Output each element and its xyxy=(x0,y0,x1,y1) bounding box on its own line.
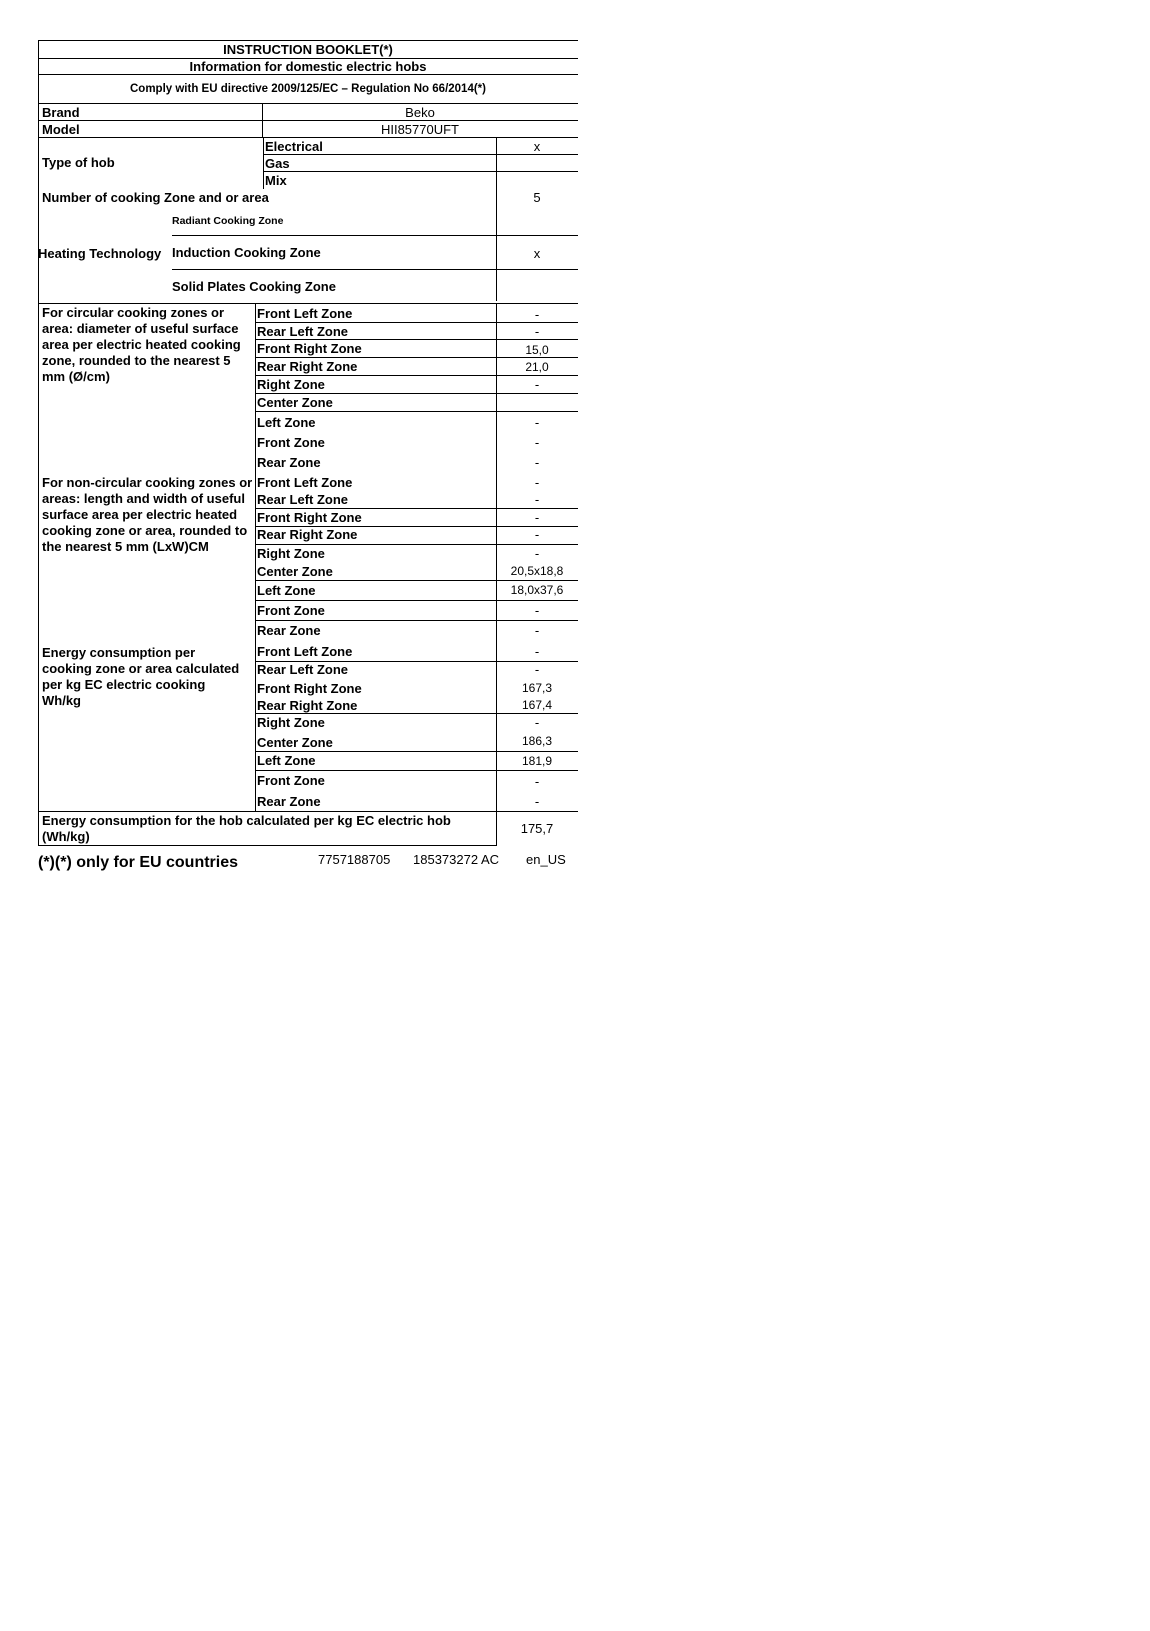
circular-zone-value: - xyxy=(534,435,540,450)
booklet-title: INSTRUCTION BOOKLET(*) xyxy=(223,42,393,57)
circular-zone-value: - xyxy=(534,415,540,430)
noncircular-zone-name: Front Right Zone xyxy=(257,510,362,525)
circular-zone-value: - xyxy=(534,307,540,322)
noncircular-zone-value: - xyxy=(534,623,540,638)
noncircular-zone-value: - xyxy=(534,603,540,618)
energy-zone-name: Front Right Zone xyxy=(257,681,362,696)
solid-plates-zone-label: Solid Plates Cooking Zone xyxy=(172,279,336,294)
circular-zone-name: Front Zone xyxy=(257,435,325,450)
circular-zone-value: 15,0 xyxy=(525,343,549,357)
noncircular-zone-name: Rear Zone xyxy=(257,623,321,638)
noncircular-zone-value: - xyxy=(534,475,540,490)
product-code: 185373272 AC xyxy=(413,852,500,867)
hob-type-gas-label: Gas xyxy=(265,156,290,171)
brand-value: Beko xyxy=(405,105,435,120)
energy-zone-name: Rear Left Zone xyxy=(257,662,349,677)
model-label: Model xyxy=(42,122,80,137)
noncircular-zone-name: Center Zone xyxy=(257,564,333,579)
circular-zone-name: Center Zone xyxy=(257,395,333,410)
energy-zone-value: 181,9 xyxy=(521,754,553,768)
zones-count-value: 5 xyxy=(533,190,541,205)
circular-zone-value: 21,0 xyxy=(525,360,549,374)
induction-zone-label: Induction Cooking Zone xyxy=(172,245,321,260)
noncircular-zone-value: 20,5x18,8 xyxy=(510,564,564,578)
noncircular-zone-name: Rear Left Zone xyxy=(257,492,349,507)
circular-zone-name: Rear Right Zone xyxy=(257,359,358,374)
circular-zones-label: For circular cooking zones or area: diameter of useful surface area per electric heated cooking zone, rounded to the nearest 5 mm (Ø/cm) xyxy=(42,305,241,384)
energy-zone-name: Right Zone xyxy=(257,715,325,730)
induction-zone-value: x xyxy=(533,246,541,261)
directive-text: Comply with EU directive 2009/125/EC – Regulation No 66/2014(*) xyxy=(130,83,486,95)
document-code: 7757188705 xyxy=(318,852,391,867)
circular-zone-name: Front Left Zone xyxy=(257,306,353,321)
locale-code: en_US xyxy=(526,852,566,867)
energy-zone-name: Front Zone xyxy=(257,773,325,788)
energy-zone-value: - xyxy=(534,644,540,659)
model-value: HII85770UFT xyxy=(380,122,460,137)
circular-zone-value: - xyxy=(534,324,540,339)
noncircular-zone-value: - xyxy=(534,527,540,542)
energy-zone-value: - xyxy=(534,774,540,789)
radiant-zone-label: Radiant Cooking Zone xyxy=(172,215,284,227)
noncircular-zone-value: - xyxy=(534,492,540,507)
noncircular-zone-value: - xyxy=(534,510,540,525)
energy-zone-name: Rear Zone xyxy=(257,794,321,809)
energy-zone-value: 167,4 xyxy=(521,698,553,712)
energy-zone-name: Front Left Zone xyxy=(257,644,353,659)
energy-zone-value: - xyxy=(534,662,540,677)
energy-per-zone-label: Energy consumption per cooking zone or area calculated per kg EC electric cooking Wh/kg xyxy=(42,645,240,708)
energy-zone-value: 167,3 xyxy=(521,681,553,695)
booklet-subtitle: Information for domestic electric hobs xyxy=(189,59,427,74)
noncircular-zone-name: Rear Right Zone xyxy=(257,527,358,542)
noncircular-zone-name: Left Zone xyxy=(257,583,316,598)
hob-type-label: Type of hob xyxy=(42,155,115,170)
circular-zone-value: - xyxy=(534,377,540,392)
noncircular-zone-value: - xyxy=(534,546,540,561)
hob-energy-label: Energy consumption for the hob calculated per kg EC electric hob (Wh/kg) xyxy=(42,813,451,844)
noncircular-zone-name: Front Zone xyxy=(257,603,325,618)
hob-type-electrical-value: x xyxy=(533,139,541,154)
energy-zone-value: - xyxy=(534,794,540,809)
circular-zone-name: Left Zone xyxy=(257,415,316,430)
energy-zone-value: - xyxy=(534,715,540,730)
energy-zone-name: Rear Right Zone xyxy=(257,698,358,713)
circular-zone-name: Front Right Zone xyxy=(257,341,362,356)
circular-zone-name: Rear Left Zone xyxy=(257,324,349,339)
energy-zone-name: Left Zone xyxy=(257,753,316,768)
hob-energy-value: 175,7 xyxy=(520,821,554,836)
noncircular-zone-name: Front Left Zone xyxy=(257,475,353,490)
eu-countries-note: (*)(*) only for EU countries xyxy=(38,854,239,871)
circular-zone-name: Right Zone xyxy=(257,377,325,392)
noncircular-zones-label: For non-circular cooking zones or areas: length and width of useful surface area per electric heated cooking zone or area, rounded to the nearest 5 mm (LxW)CM xyxy=(42,475,253,554)
hob-type-mix-label: Mix xyxy=(265,173,287,188)
circular-zone-name: Rear Zone xyxy=(257,455,321,470)
noncircular-zone-name: Right Zone xyxy=(257,546,325,561)
heating-technology-label: Heating Technology xyxy=(38,246,162,261)
energy-zone-name: Center Zone xyxy=(257,735,333,750)
hob-type-electrical-label: Electrical xyxy=(265,139,323,154)
energy-zone-value: 186,3 xyxy=(521,734,553,748)
zones-count-label: Number of cooking Zone and or area xyxy=(42,190,269,205)
circular-zone-value: - xyxy=(534,455,540,470)
noncircular-zone-value: 18,0x37,6 xyxy=(510,583,564,597)
brand-label: Brand xyxy=(42,105,80,120)
